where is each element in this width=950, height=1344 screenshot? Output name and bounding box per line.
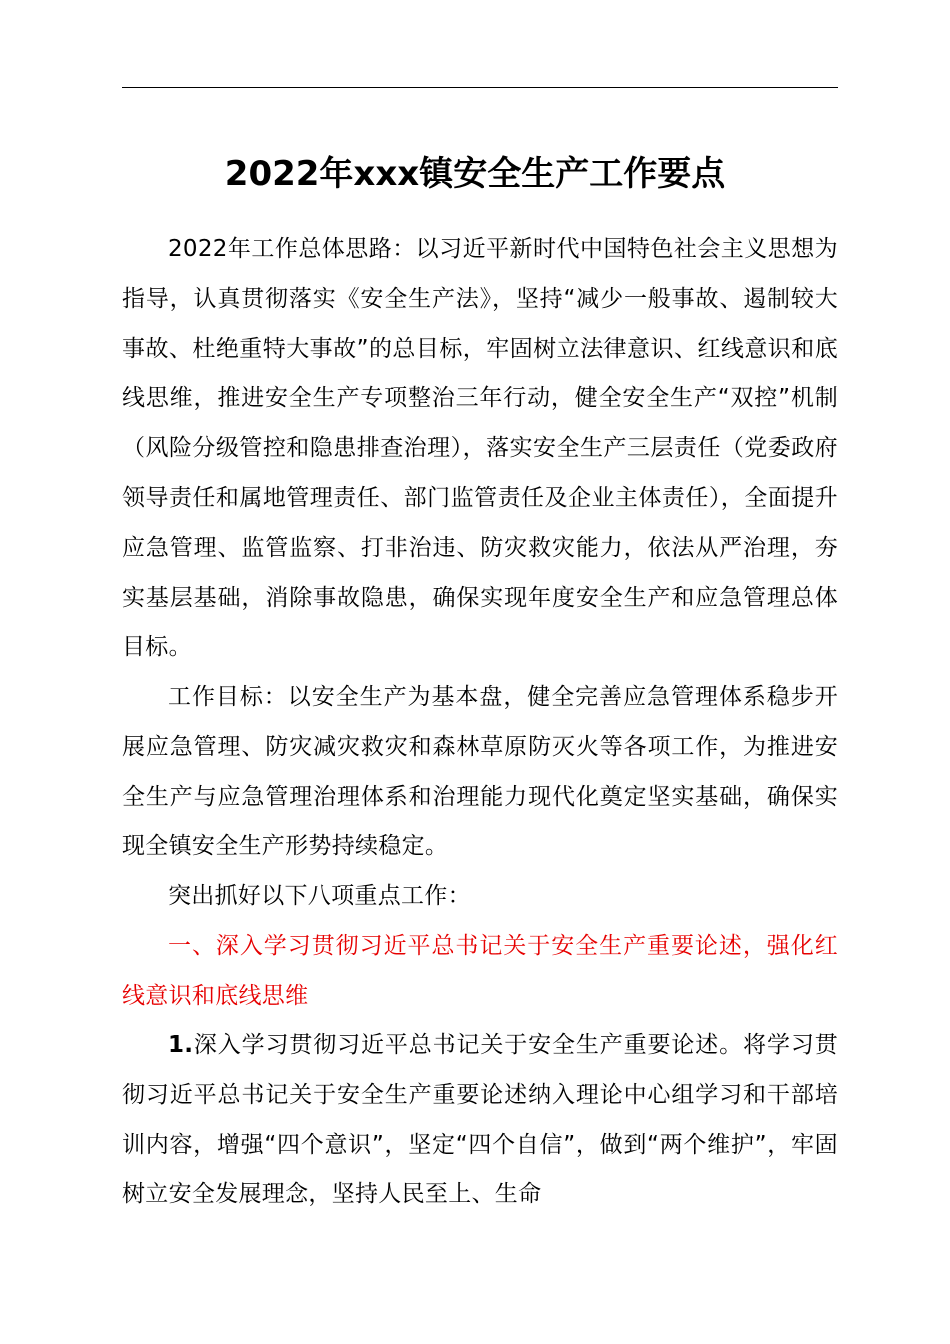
paragraph-overall-thinking: 2022年工作总体思路：以习近平新时代中国特色社会主义思想为指导，认真贯彻落实《安全生产法》，坚持“减少一般事故、遏制较大事故、杜绝重特大事故”的总目标，牢固树立法律意识、红线意识和底线思维，推进安全生产专项整治三年行动，健全安全生产“双控”机制（风险分级管控和隐患排查治理），落实安全生产三层责任（党委政府领导责任和属地管理责任、部门监管责任及企业主体责任），全面提升应急管理、监管监察、打非治违、防灾救灾能力，依法从严治理，夯实基层基础，消除事故隐患，确保实现年度安全生产和应急管理总体目标。 [122, 236, 838, 661]
header-rule [122, 87, 838, 88]
item-number: 1. [168, 1032, 194, 1058]
paragraph-work-goal: 工作目标：以安全生产为基本盘，健全完善应急管理体系稳步开展应急管理、防灾减灾救灾和森林草原防灭火等各项工作，为推进安全生产与应急管理治理体系和治理能力现代化奠定坚实基础，确保实现全镇安全生产形势持续稳定。 [122, 684, 838, 860]
paragraph-item-one [122, 1021, 838, 1220]
document-title: 2022年xxx镇安全生产工作要点 [224, 154, 726, 194]
section-heading-one: 一、深入学习贯彻习近平总书记关于安全生产重要论述，强化红线意识和底线思维 [122, 933, 838, 1009]
paragraph-eight-tasks-intro: 突出抓好以下八项重点工作： [168, 883, 471, 909]
item-one-text: 深入学习贯彻习近平总书记关于安全生产重要论述。将学习贯彻习近平总书记关于安全生产重要论述纳入理论中心组学习和干部培训内容，增强“四个意识”，坚定“四个自信”，做到“两个维护”，牢固树立安全发展理念，坚持人民至上、生命 [122, 1032, 838, 1208]
